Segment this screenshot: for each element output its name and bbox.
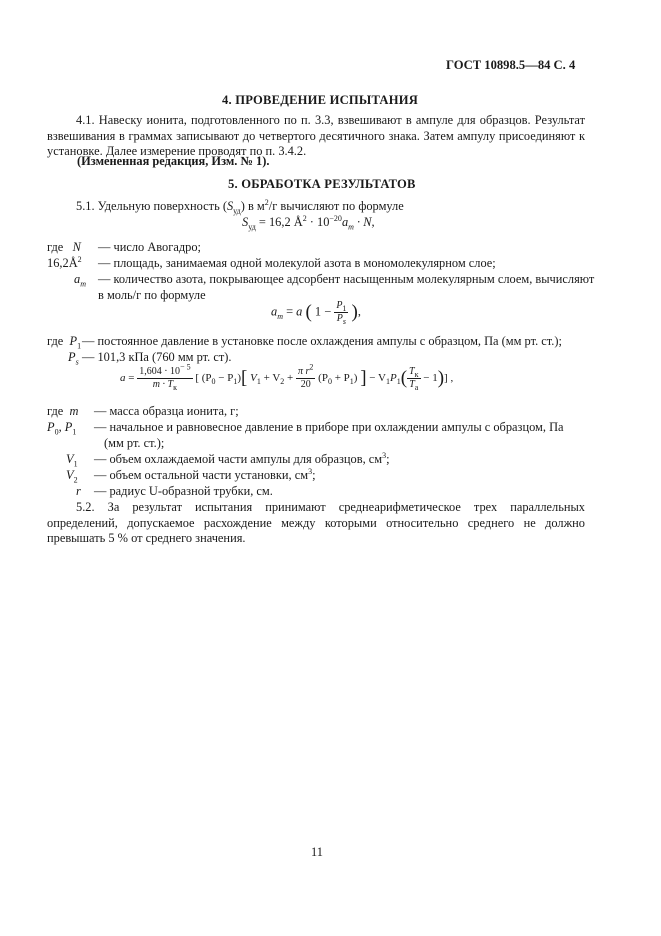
page-number: 11	[311, 845, 323, 859]
def-label-v1: $V_1$	[66, 452, 78, 469]
section-5-title: 5. ОБРАБОТКА РЕЗУЛЬТАТОВ	[228, 177, 416, 191]
paragraph-4-1: 4.1. Навеску ионита, подготовленного по п. 3.3, взвешивают в ампуле для образцов. Результат взвешивания в граммах записывают до четвертого десятичного знака. Затем ампулу присоединяют к установке. Далее измерение проводят по п. 3.4.2.	[47, 113, 585, 158]
def-label-v2: $V_2$	[66, 468, 78, 485]
def-text-molecule-area: — площадь, занимаемая одной молекулой азота в мономолекулярном слое;	[98, 256, 496, 270]
def-label-p0-p1: $P_0$, $P_1$	[47, 420, 77, 437]
section-4-title: 4. ПРОВЕДЕНИЕ ИСПЫТАНИЯ	[222, 93, 419, 107]
formula-am: $a_m = a$ ( 1 − $\frac{P_1}{P_s}$ ),	[271, 300, 361, 326]
def-label-r: r	[76, 484, 81, 498]
def-text-p1: — постоянное давление в установке после охлаждения ампулы с образцом, Па (мм рт. ст.);	[82, 334, 562, 348]
def-text-am: — количество азота, покрывающее адсорбент насыщенным молекулярным слоем, вычисляют	[98, 272, 595, 286]
paragraph-5-2: 5.2. За результат испытания принимают среднеарифметическое трех параллельных определений, допускаемое расхождение между которыми относительно среднего не должно превышать 5 % от среднего значения.	[47, 500, 585, 545]
def-label-p1: где $P_1$	[47, 334, 82, 351]
def-text-r: — радиус U-образной трубки, см.	[94, 484, 273, 498]
def-label-am: $a_m$	[74, 272, 86, 289]
def-label-m: где m	[47, 404, 79, 418]
formula-specific-surface: $S_{уд} = 16,2$ $Å^2 \cdot 10^{-20}a_m \cdot N$,	[242, 213, 375, 232]
def-text-am-cont: в моль/г по формуле	[98, 288, 206, 302]
def-text-m: — масса образца ионита, г;	[94, 404, 239, 418]
document-code-header: ГОСТ 10898.5—84 С. 4	[446, 58, 576, 72]
def-label-avogadro: где N	[47, 240, 81, 254]
paragraph-5-1: 5.1. Удельную поверхность $(S_{уд})$ в $м^2/г$ вычисляют по формуле	[76, 197, 404, 216]
def-text-v2: — объем остальной части установки, $см^3$;	[94, 466, 316, 482]
def-text-ps: — 101,3 кПа (760 мм рт. ст).	[82, 350, 232, 364]
def-text-avogadro: — число Авогадро;	[98, 240, 201, 254]
def-label-molecule-area: $16,2Å^2$	[47, 254, 82, 270]
formula-a: a = $\frac{1,604 \cdot 10^{- 5}}{m \cdot T_к}$ [ $(P_0 - P_1)$[ $V_1 + V_2$ + $\frac{\pi r^2}{20}$ $(P_0 + P_1)$ ] − $V_1P_1$( $\frac{T_к}{T_а}$ − 1)] ,	[120, 362, 454, 392]
def-label-ps: $P_s$	[68, 350, 79, 367]
def-text-v1: — объем охлаждаемой части ампулы для образцов, $см^3$;	[94, 450, 390, 466]
amendment-note: (Измененная редакция, Изм. № 1).	[77, 154, 270, 168]
def-text-p0-p1: — начальное и равновесное давление в приборе при охлаждении ампулы с образцом, Па	[94, 420, 564, 434]
def-text-p0-p1-cont: (мм рт. ст.);	[104, 436, 165, 450]
